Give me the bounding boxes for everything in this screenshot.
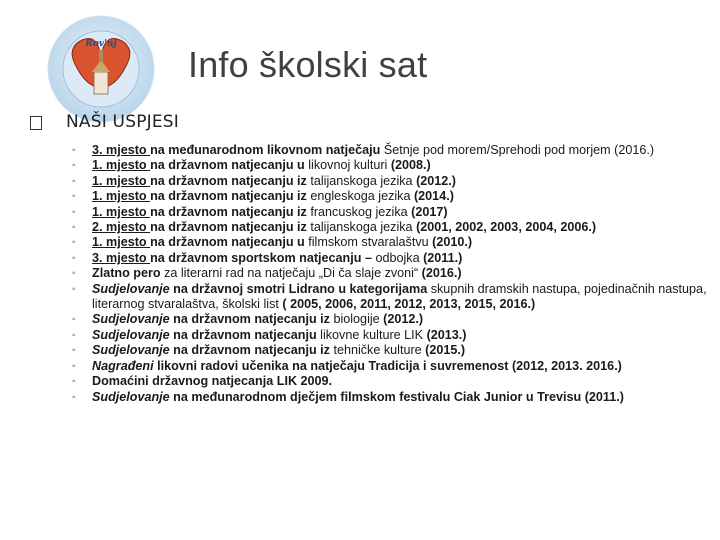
item-text: likovne kulture LIK bbox=[316, 327, 427, 342]
item-text: na međunarodnom likovnom natječaju bbox=[150, 143, 381, 157]
item-text: skupnih dramskih nastupa, pojedinačnih nastupa, literarnog stvaralaštva, školski list bbox=[92, 281, 707, 312]
item-text: na državnom natjecanju iz bbox=[169, 343, 330, 358]
item-text: na državnom natjecanju iz bbox=[150, 204, 307, 219]
item-text: na državnom sportskom natjecanju – bbox=[150, 250, 372, 265]
item-text: Sudjelovanje bbox=[92, 281, 170, 296]
empty-square-icon bbox=[30, 116, 42, 130]
item-text: (2010.) bbox=[432, 235, 473, 250]
bullet-icon: ◦ bbox=[72, 222, 76, 234]
logo-center-text: Rov'nj bbox=[85, 39, 117, 49]
item-text: (2016.) bbox=[421, 266, 462, 281]
item-text: (2001, 2002, 2003, 2004, 2006.) bbox=[416, 220, 597, 235]
item-text: na državnom natjecanju u bbox=[150, 235, 305, 250]
list-item bbox=[72, 189, 712, 204]
item-text: za literarni rad na natječaju „Di ča slaje zvoni“ bbox=[160, 266, 422, 281]
item-text: engleskoga jezika bbox=[306, 189, 414, 204]
bullet-icon: ◦ bbox=[72, 160, 76, 172]
item-text: na državnom natjecanju iz bbox=[150, 173, 307, 188]
item-text: francuskog jezika bbox=[306, 204, 412, 219]
list-item bbox=[72, 220, 712, 235]
achievements-list bbox=[72, 143, 712, 405]
bullet-icon: ◦ bbox=[72, 237, 76, 249]
item-text: 2. mjesto bbox=[92, 220, 151, 235]
item-text: 1. mjesto bbox=[92, 173, 151, 188]
item-text: na državnoj smotri Lidrano u kategorijama bbox=[169, 281, 428, 296]
item-text: talijanskoga jezika bbox=[306, 173, 417, 188]
item-text: (2014.) bbox=[413, 189, 454, 204]
item-text: 1. mjesto bbox=[92, 204, 151, 219]
list-item bbox=[72, 359, 712, 374]
item-text: na državnom natjecanju iz bbox=[150, 189, 307, 204]
item-text: tehničke kulture bbox=[329, 343, 426, 358]
section-heading bbox=[30, 112, 179, 132]
bullet-icon: ◦ bbox=[72, 145, 76, 156]
bullet-icon: ◦ bbox=[72, 206, 76, 218]
item-text: 3. mjesto bbox=[92, 143, 151, 157]
item-text: na državnom natjecanju iz bbox=[169, 312, 330, 327]
item-text: Šetnje pod morem/Sprehodi pod morjem (2016.) bbox=[380, 143, 655, 157]
bullet-icon: ◦ bbox=[72, 376, 76, 388]
slide-title: Info školski sat bbox=[188, 44, 428, 85]
list-item bbox=[72, 158, 712, 173]
bullet-icon: ◦ bbox=[72, 329, 76, 341]
bullet-icon: ◦ bbox=[72, 268, 76, 280]
list-item bbox=[72, 143, 712, 158]
item-text: 1. mjesto bbox=[92, 189, 151, 204]
item-text: ( 2005, 2006, 2011, 2012, 2013, 2015, 2016.) bbox=[278, 297, 536, 312]
list-item bbox=[72, 390, 712, 405]
list-item bbox=[72, 312, 712, 327]
list-item bbox=[72, 205, 712, 220]
item-text: Zlatno pero bbox=[92, 266, 161, 281]
list-item bbox=[72, 266, 712, 281]
list-item bbox=[72, 251, 712, 266]
bullet-icon: ◦ bbox=[72, 191, 76, 203]
item-text: na državnom natjecanju bbox=[169, 327, 317, 342]
item-text: Sudjelovanje bbox=[92, 312, 170, 327]
bullet-icon: ◦ bbox=[72, 391, 76, 403]
item-text: Sudjelovanje bbox=[92, 389, 170, 404]
item-text: Sudjelovanje bbox=[92, 327, 170, 342]
bullet-icon: ◦ bbox=[72, 360, 76, 372]
item-text: (2012.) bbox=[383, 312, 424, 327]
item-text: Domaćini državnog natjecanja LIK 2009. bbox=[92, 374, 333, 389]
list-item bbox=[72, 343, 712, 358]
item-text: (2011.) bbox=[423, 250, 463, 265]
bullet-icon: ◦ bbox=[72, 175, 76, 187]
item-text: 1. mjesto bbox=[92, 235, 151, 250]
item-text: (2017) bbox=[411, 204, 448, 219]
bullet-icon: ◦ bbox=[72, 345, 76, 357]
list-item bbox=[72, 374, 712, 389]
item-text: Nagrađeni bbox=[92, 358, 154, 373]
list-item bbox=[72, 235, 712, 250]
item-text: (2008.) bbox=[390, 158, 431, 173]
bullet-icon: ◦ bbox=[72, 314, 76, 326]
item-text: odbojka bbox=[371, 250, 424, 265]
list-item bbox=[72, 174, 712, 189]
item-text: na državnom natjecanju iz bbox=[150, 220, 307, 235]
item-text: likovnoj kulturi bbox=[304, 158, 391, 173]
list-item bbox=[72, 282, 712, 313]
item-text: 3. mjesto bbox=[92, 250, 151, 265]
item-text: 1. mjesto bbox=[92, 158, 151, 173]
item-text: (2012.) bbox=[416, 173, 456, 188]
bullet-icon: ◦ bbox=[72, 252, 76, 264]
item-text: na državnom natjecanju u bbox=[150, 158, 305, 173]
bullet-icon: ◦ bbox=[72, 283, 76, 295]
item-text: Sudjelovanje bbox=[92, 343, 170, 358]
item-text: na međunarodnom dječjem filmskom festivalu Ciak Junior u Trevisu (2011.) bbox=[169, 389, 624, 404]
item-text: likovni radovi učenika na natječaju Tradicija i suvremenost (2012, 2013. 2016.) bbox=[153, 358, 622, 373]
item-text: talijanskoga jezika bbox=[306, 220, 417, 235]
section-label: NAŠI USPJESI bbox=[66, 112, 179, 132]
school-logo bbox=[46, 14, 156, 124]
item-text: biologije bbox=[329, 312, 384, 327]
item-text: (2013.) bbox=[426, 327, 467, 342]
list-item bbox=[72, 328, 712, 343]
item-text: (2015.) bbox=[425, 343, 466, 358]
item-text: filmskom stvaralaštvu bbox=[304, 235, 433, 250]
